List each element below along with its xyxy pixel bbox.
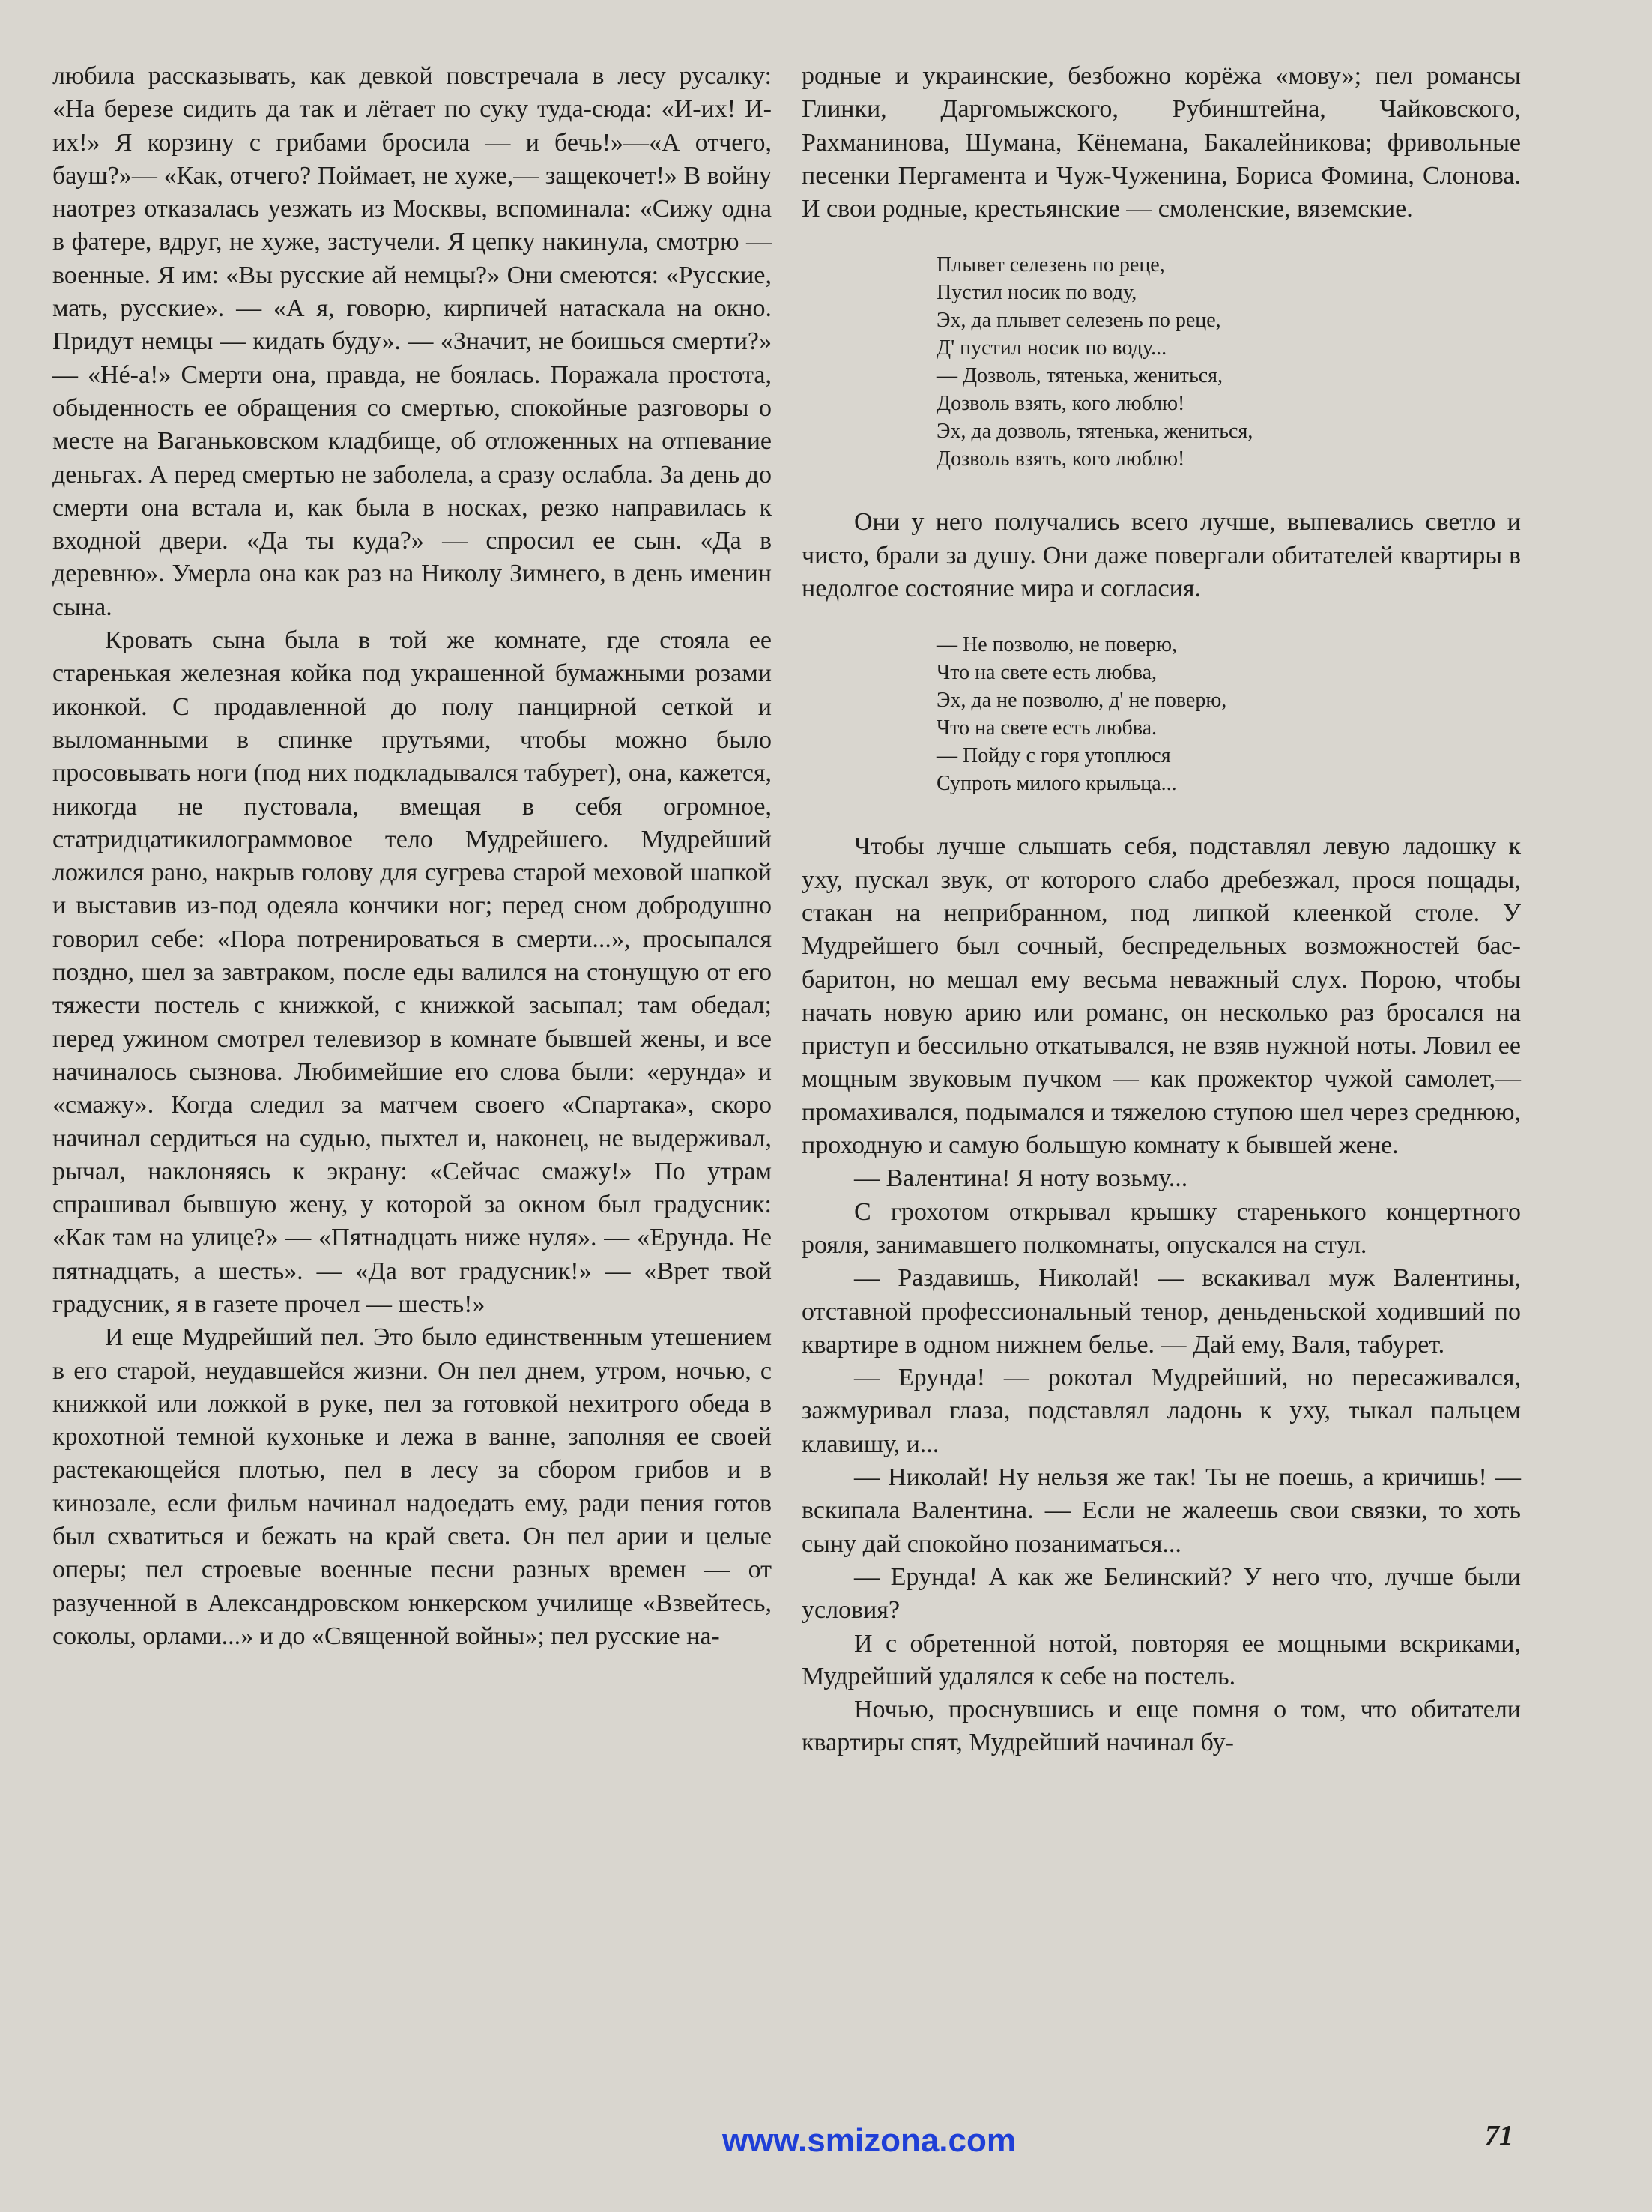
verse-line: Эх, да плывет селезень по реце, — [937, 309, 1221, 333]
verse-line: — Дозволь, тятенька, жениться, — [937, 364, 1223, 388]
verse-line: Эх, да не позволю, д' не поверю, — [937, 689, 1227, 713]
paragraph: Они у него получались всего лучше, выпевались светло и чисто, брали за душу. Они даже повергали обитателей квартиры в недолгое состояние мира и согласия. — [802, 508, 1521, 603]
dialogue-line: — Ерунда! А как же Белинский? У него что, лучше были условия? — [802, 1562, 1521, 1625]
right-column — [802, 60, 1521, 1760]
paragraph: родные и украинские, безбожно корёжа «мову»; пел романсы Глинки, Даргомыжского, Рубинштейна, Чайковского, Рахманинова, Шумана, Кёнемана, Бакалейникова; фривольные песенки Пергамента и Чуж-Чуженина, Бориса Фомина, Слонова. И свои родные, крестьянские — смоленские, вяземские. — [802, 62, 1521, 223]
verse-line: Дозволь взять, кого люблю! — [937, 447, 1185, 471]
paragraph: И еще Мудрейший пел. Это было единственным утешением в его старой, неудавшейся жизни. Он пел днем, утром, ночью, с книжкой или ложкой в руке, пел за готовкой нехитрого обеда в крохотной темной кухоньке и лежа в ванне, заполняя ее своей растекающейся плотью, пел в лесу за сбором грибов и в кинозале, если фильм начинал надоедать ему, ради пения готов был схватиться и бежать на край света. Он пел арии и целые оперы; пел строевые военные песни разных времен — от разученной в Александровском юнкерском училище «Взвейтесь, соколы, орлами...» и до «Священной войны»; пел русские на- — [52, 1323, 772, 1650]
paragraph: Ночью, проснувшись и еще помня о том, что обитатели квартиры спят, Мудрейший начинал бу- — [802, 1696, 1521, 1757]
paragraph: Кровать сына была в той же комнате, где стояла ее старенькая железная койка под украшенной бумажными розами иконкой. С продавленной до полу панцирной сеткой и выломанными в спинке прутьями, чтобы можно было просовывать ноги (под них подкладывался табурет), она, кажется, никогда не пустовала, вмещая в себя огромное, статридцатикилограммовое тело Мудрейшего. Мудрейший ложился рано, накрыв голову для сугрева старой меховой шапкой и выставив из-под одеяла кончики ног; перед сном добродушно говорил себе: «Пора потренироваться в смерти...», просыпался поздно, шел за завтраком, после еды валился на стонущую от его тяжести постель с книжкой, с книжкой засыпал; там обедал; перед ужином смотрел телевизор в комнате бывшей жены, и все начиналось сызнова. Любимейшие его слова были: «ерунда» и «смажу». Когда следил за матчем своего «Спартака», скоро начинал сердиться на судью, пыхтел и, наконец, не выдерживал, рычал, наклоняясь к экрану: «Сейчас смажу!» По утрам спрашивал бывшую жену, у которой за окном был градусник: «Как там на улице?» — «Пятнадцать ниже нуля». — «Ерунда. Не пятнадцать, а шесть». — «Да вот градусник!» — «Врет твой градусник, я в газете прочел — шесть!» — [52, 626, 772, 1318]
watermark-link[interactable]: www.smizona.com — [722, 2122, 1017, 2159]
verse-line: — Не позволю, не поверю, — [937, 633, 1178, 657]
verse-line: Пустил носик по воду, — [937, 281, 1137, 305]
dialogue-line: — Ерунда! — рокотал Мудрейший, но пересаживался, зажмуривал глаза, подставлял ладонь к уху, тыкал пальцем клавишу, и... — [802, 1364, 1521, 1458]
song-verse-1 — [937, 251, 1521, 473]
page-number: 71 — [1485, 2120, 1513, 2151]
verse-line: Что на свете есть любва, — [937, 661, 1158, 685]
verse-line: — Пойду с горя утоплюся — [937, 744, 1171, 768]
dialogue-line: — Николай! Ну нельзя же так! Ты не поешь, а кричишь! — вскипала Валентина. — Если не жалеешь свои связки, то хоть сыну дай спокойно позаниматься... — [802, 1463, 1521, 1558]
verse-line: Что на свете есть любва. — [937, 716, 1158, 740]
song-verse-2 — [937, 631, 1521, 797]
left-column — [52, 60, 772, 1653]
paragraph: С грохотом открывал крышку старенького концертного рояля, занимавшего полкомнаты, опускался на стул. — [802, 1197, 1521, 1259]
dialogue-line: — Раздавишь, Николай! — вскакивал муж Валентины, отставной профессиональный тенор, деньденьской ходивший по квартире в одном нижнем белье. — Дай ему, Валя, табурет. — [802, 1264, 1521, 1359]
verse-line: Дозволь взять, кого люблю! — [937, 392, 1185, 416]
paragraph: любила рассказывать, как девкой повстречала в лесу русалку: «На березе сидить да так и лётает по суку туда-сюда: «И-их! И-их!» Я корзину с грибами бросила — и бечь!»—«А отчего, бауш?»— «Как, отчего? Поймает, не хуже,— защекочет!» В войну наотрез отказалась уезжать из Москвы, вспоминала: «Сижу одна в фатере, вдруг, не хуже, застучели. Я цепку накинула, смотрю — военные. Я им: «Вы русские ай немцы?» Они смеются: «Русские, мать, русские». — «А я, говорю, кирпичей натаскала на окно. Придут немцы — кидать буду». — «Значит, не боишься смерти?» — «Нé-а!» Смерти она, правда, не боялась. Поражала простота, обыденность ее обращения со смертью, спокойные разговоры о месте на Ваганьковском кладбище, об отложенных на отпевание деньгах. А перед смертью не заболела, а сразу ослабла. За день до смерти она встала и, как была в носках, резко направилась к входной двери. «Да ты куда?» — спросил ее сын. «Да в деревню». Умерла она как раз на Николу Зимнего, в день именин сына. — [52, 62, 772, 621]
verse-line: Эх, да дозволь, тятенька, жениться, — [937, 420, 1253, 444]
paragraph: Чтобы лучше слышать себя, подставлял левую ладошку к уху, пускал звук, от которого слабо дребезжал, прося пощады, стакан на неприбранном, под липкой клеенкой столе. У Мудрейшего был сочный, беспредельных возможностей бас-баритон, но мешал ему весьма неважный слух. Порою, чтобы начать новую арию или романс, он несколько раз бросался на приступ и бессильно откатывался, не взяв нужной ноты. Ловил ее мощным звуковым пучком — как прожектор чужой самолет,— промахивался, подымался и тяжелою ступою шел через среднюю, проходную и самую большую комнату к бывшей жене. — [802, 832, 1521, 1160]
dialogue-line: — Валентина! Я ноту возьму... — [854, 1164, 1188, 1193]
verse-line: Д' пустил носик по воду... — [937, 336, 1167, 360]
verse-line: Супроть милого крыльца... — [937, 772, 1177, 796]
paragraph: И с обретенной нотой, повторяя ее мощными вскриками, Мудрейший удалялся к себе на постель. — [802, 1629, 1521, 1690]
verse-line: Плывет селезень по реце, — [937, 253, 1165, 277]
